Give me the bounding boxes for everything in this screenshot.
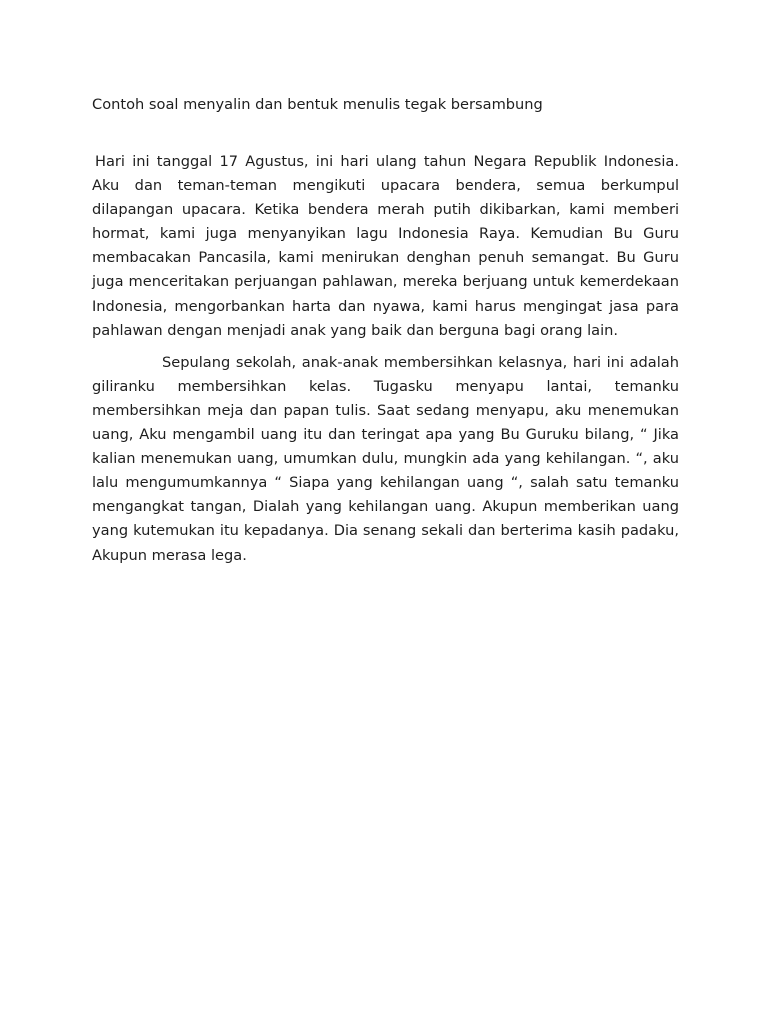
paragraph-independence-day: Hari ini tanggal 17 Agustus, ini hari ulang tahun Negara Republik Indonesia. Aku dan teman-teman mengikuti upacara bendera, semua berkumpul dilapangan upacara. Ketika bendera merah putih dikibarkan, kami memberi hormat, kami juga menyanyikan lagu Indonesia Raya. Kemudian Bu Guru membacakan Pancasila, kami menirukan denghan penuh semangat. Bu Guru juga menceritakan perjuangan pahlawan, mereka berjuang untuk kemerdekaan Indonesia, mengorbankan harta dan nyawa, kami harus mengingat jasa para pahlawan dengan menjadi anak yang baik dan berguna bagi orang lain.	[92, 153, 679, 339]
document-title: Contoh soal menyalin dan bentuk menulis tegak bersambung	[92, 96, 543, 113]
document-page	[92, 93, 679, 568]
paragraph-after-school: Sepulang sekolah, anak-anak membersihkan kelasnya, hari ini adalah giliranku membersihkan kelas. Tugasku menyapu lantai, temanku membersihkan meja dan papan tulis. Saat sedang menyapu, aku menemukan uang, Aku mengambil uang itu dan teringat apa yang Bu Guruku bilang, “ Jika kalian menemukan uang, umumkan dulu, mungkin ada yang kehilangan. “, aku lalu mengumumkannya “ Siapa yang kehilangan uang “, salah satu temanku mengangkat tangan, Dialah yang kehilangan uang. Akupun memberikan uang yang kutemukan itu kepadanya. Dia senang sekali dan berterima kasih padaku, Akupun merasa lega.	[92, 353, 679, 564]
